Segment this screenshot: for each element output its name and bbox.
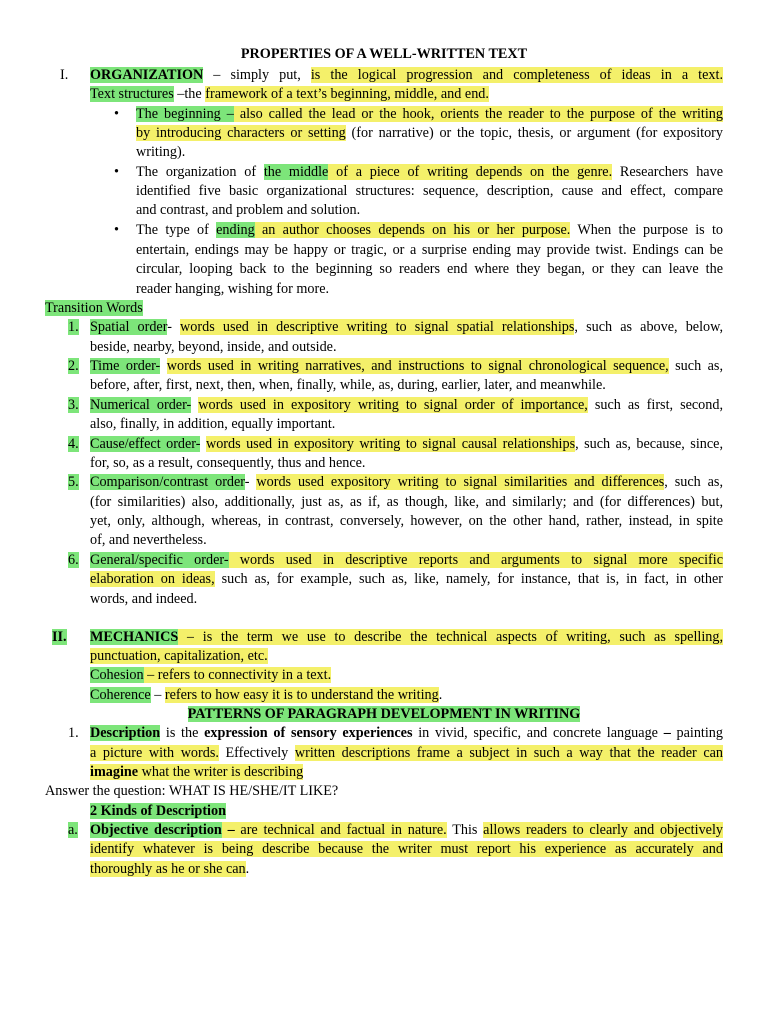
mechanics-line-1: MECHANICS – is the term we use to describe the technical aspects of writing, such as spelling,: [90, 629, 724, 645]
middle-line-2: identified five basic organizational structures: sequence, description, cause and effect, compare: [136, 183, 723, 199]
transition-item-numerical: Numerical order- words used in expository writing to signal order of importance, such as first, second,: [90, 397, 724, 413]
transition-item-cause-effect-cont: for, so, as a result, consequently, thus and hence.: [90, 455, 366, 471]
transition-item-general-specific-cont-1: elaboration on ideas, such as, for example, such as, like, namely, for instance, that is, in fact, in other: [90, 571, 723, 587]
objective-line-3: thoroughly as he or she can.: [90, 861, 250, 877]
list-number: 4.: [68, 436, 79, 452]
description-line-1: Description is the expression of sensory experiences in vivid, specific, and concrete language – painting: [90, 725, 723, 741]
transition-item-comparison-cont-2: yet, only, although, whereas, in contrast, conversely, however, on the other hand, rather, instead, in spite: [90, 513, 723, 529]
list-number: 5.: [68, 474, 79, 490]
bullet: •: [114, 222, 119, 238]
mechanics-heading: MECHANICS: [90, 629, 179, 645]
ending-line-3: circular, looping back to the beginning so readers end where they began, or they can leave the: [136, 261, 723, 277]
transition-item-general-specific-cont-2: words, and indeed.: [90, 591, 198, 607]
transition-words-heading: Transition Words: [45, 300, 143, 316]
section-numeral: II.: [52, 629, 67, 645]
ending-line-4: reader hanging, wishing for more.: [136, 281, 330, 297]
kinds-heading: 2 Kinds of Description: [90, 803, 226, 819]
ending-line-2: entertain, endings may be happy or tragic, or a surprise ending may provide twist. Endings can be: [136, 242, 723, 258]
objective-line-2: identify whatever is being describe because the writer must report his experience as accurately and: [90, 841, 723, 857]
page-title: PROPERTIES OF A WELL-WRITTEN TEXT: [240, 46, 528, 62]
transition-item-numerical-cont: also, finally, in addition, equally important.: [90, 416, 336, 432]
objective-line-1: Objective description – are technical and factual in nature. This allows readers to clearly and objectively: [90, 822, 723, 838]
beginning-line-3: writing).: [136, 144, 186, 160]
answer-question: Answer the question: WHAT IS HE/SHE/IT LIKE?: [45, 783, 339, 799]
transition-item-general-specific: General/specific order- words used in descriptive reports and arguments to signal more specific: [90, 552, 723, 568]
transition-item-comparison-cont-3: of, and nevertheless.: [90, 532, 207, 548]
transition-item-cause-effect: Cause/effect order- words used in expository writing to signal causal relationships, such as, because, since,: [90, 436, 724, 452]
mechanics-line-2: punctuation, capitalization, etc.: [90, 648, 268, 664]
transition-item-spatial-cont: beside, nearby, beyond, inside, and outside.: [90, 339, 337, 355]
transition-item-comparison: Comparison/contrast order- words used expository writing to signal similarities and differences, such as,: [90, 474, 723, 490]
beginning-line-1: The beginning – also called the lead or the hook, orients the reader to the purpose of the writing: [136, 106, 723, 122]
bullet: •: [114, 164, 119, 180]
transition-item-time: Time order- words used in writing narratives, and instructions to signal chronological sequence, such as,: [90, 358, 723, 374]
ending-line-1: The type of ending an author chooses depends on his or her purpose. When the purpose is to: [136, 222, 724, 238]
transition-item-comparison-cont-1: (for similarities) also, additionally, just as, as if, as though, like, and similarly; and (for differences) but,: [90, 494, 723, 510]
transition-item-spatial: Spatial order- words used in descriptive writing to signal spatial relationships, such as above, below,: [90, 319, 723, 335]
description-line-2: a picture with words. Effectively written descriptions frame a subject in such a way that the reader can: [90, 745, 724, 761]
middle-line-1: The organization of the middle of a piece of writing depends on the genre. Researchers have: [136, 164, 723, 180]
bullet: •: [114, 106, 119, 122]
description-line-3: imagine what the writer is describing: [90, 764, 304, 780]
patterns-heading: PATTERNS OF PARAGRAPH DEVELOPMENT IN WRITING: [187, 706, 581, 722]
list-letter: a.: [68, 822, 78, 838]
cohesion-line: Cohesion – refers to connectivity in a text.: [90, 667, 332, 683]
list-number: 1.: [68, 725, 79, 741]
organization-heading: ORGANIZATION: [90, 67, 204, 83]
middle-line-3: and contrast, and problem and solution.: [136, 202, 361, 218]
coherence-line: Coherence – refers to how easy it is to understand the writing.: [90, 687, 443, 703]
organization-line: ORGANIZATION – simply put, is the logical progression and completeness of ideas in a text.: [90, 67, 724, 83]
transition-item-time-cont: before, after, first, next, then, when, finally, while, as, during, earlier, later, and meanwhile.: [90, 377, 606, 393]
section-numeral: I.: [60, 67, 69, 83]
list-number: 1.: [68, 319, 79, 335]
text-structures-line: Text structures –the framework of a text’s beginning, middle, and end.: [90, 86, 489, 102]
list-number: 6.: [68, 552, 79, 568]
list-number: 3.: [68, 397, 79, 413]
list-number: 2.: [68, 358, 79, 374]
beginning-line-2: by introducing characters or setting (for narrative) or the topic, thesis, or argument (for expository: [136, 125, 723, 141]
